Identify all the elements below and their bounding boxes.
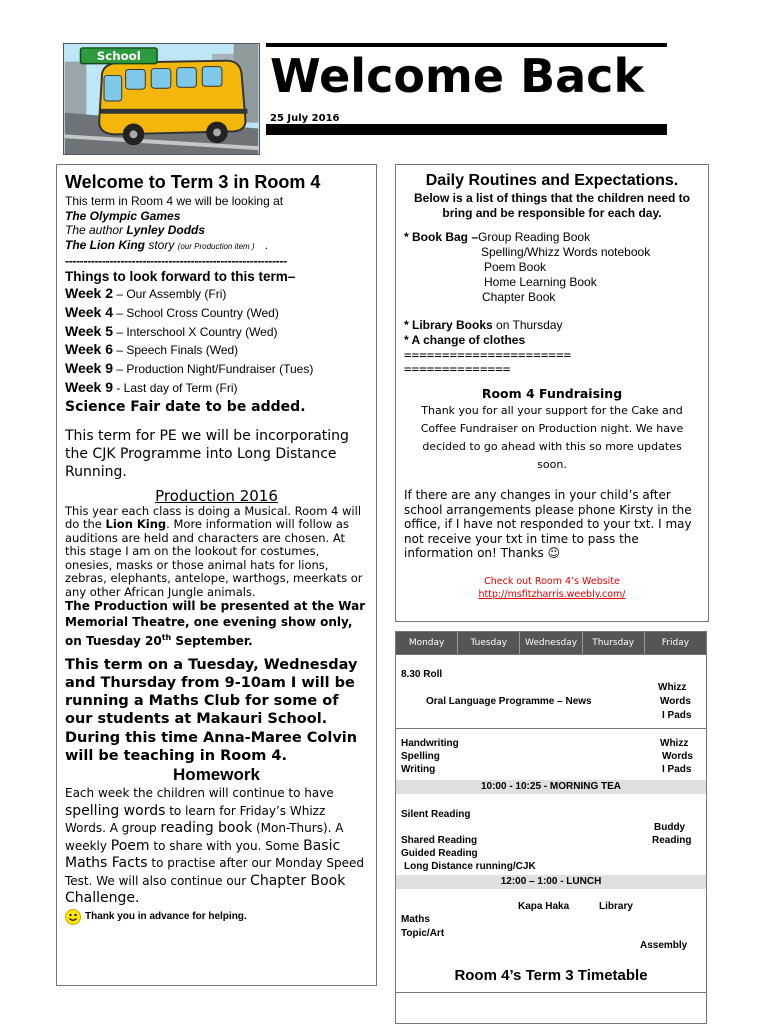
- author-name: Lynley Dodds: [126, 223, 206, 237]
- lion-king-title: The Lion King: [65, 237, 145, 252]
- tt-buddy: Buddy: [654, 822, 686, 833]
- website-block: [404, 575, 700, 601]
- thanks-text: Thank you in advance for helping.: [85, 910, 247, 922]
- tt-lunch: 12:00 – 1:00 - LUNCH: [396, 875, 706, 889]
- page-title: Welcome Back: [270, 49, 645, 103]
- production-note: (our Production item ): [177, 241, 255, 251]
- dashed-divider: ------------------------------------------------------------: [65, 254, 287, 268]
- routines-heading: Daily Routines and Expectations.: [425, 172, 679, 189]
- tt-roll: 8.30 Roll: [401, 669, 443, 680]
- tt-guided-reading: Guided Reading: [401, 848, 478, 859]
- tt-topic-art: Topic/Art: [401, 928, 445, 939]
- tt-writing: Writing: [401, 764, 436, 775]
- author-label: The author: [65, 223, 127, 237]
- tt-whizz: Whizz: [658, 682, 687, 693]
- production-paragraph: This year each class is doing a Musical. Room 4 will do the Lion King. More information will follow as auditions are held and characters are chosen. At this stage I am on the lookout for costumes, onesies, masks or those animal hats for lions, zebras, elephants, antelope, warthogs, meerkats or any other African Jungle animals.: [65, 503, 363, 599]
- tt-ipads-2: I Pads: [662, 764, 692, 775]
- tt-words: Words: [660, 696, 691, 707]
- week-item: Week 9 - Last day of Term (Fri): [65, 378, 238, 395]
- tt-assembly: Assembly: [640, 940, 688, 951]
- tt-silent-reading: Silent Reading: [401, 809, 471, 820]
- tt-oral-language: Oral Language Programme – News: [426, 696, 592, 707]
- day-monday: Monday: [396, 632, 458, 654]
- list-item: Poem Book: [484, 260, 547, 274]
- list-item: Chapter Book: [482, 290, 556, 304]
- science-fair-note: Science Fair date to be added.: [65, 398, 306, 415]
- fundraising-heading: Room 4 Fundraising: [481, 386, 623, 401]
- tt-long-distance: Long Distance running/CJK: [404, 861, 536, 872]
- tt-buddy-reading: Reading: [652, 835, 692, 846]
- week-item: Week 4 – School Cross Country (Wed): [65, 303, 279, 320]
- things-heading: Things to look forward to this term–: [65, 269, 296, 284]
- daily-routines-box: [395, 164, 709, 622]
- timetable: [395, 631, 707, 1024]
- pe-paragraph: This term for PE we will be incorporating the CJK Programme into Long Distance Running.: [65, 427, 349, 480]
- left-column: [56, 164, 377, 986]
- day-friday: Friday: [645, 632, 706, 654]
- day-wednesday: Wednesday: [520, 632, 582, 654]
- equals-divider-2: ==============: [404, 362, 511, 376]
- tt-maths: Maths: [401, 914, 430, 925]
- tt-kapa-haka: Kapa Haka: [518, 901, 570, 912]
- intro-text: This term in Room 4 we will be looking at: [65, 194, 284, 208]
- change-of-clothes: * A change of clothes: [404, 333, 526, 347]
- week-item: Week 5 – Interschool X Country (Wed): [65, 322, 278, 339]
- changes-paragraph: If there are any changes in your child’s after school arrangements please phone Kirsty in the office, if I have not responded to your txt. I may not receive your txt in time to pass the information on! Thanks ☺: [404, 488, 692, 561]
- production-heading: Production 2016: [155, 486, 278, 505]
- smiley-icon: [65, 909, 81, 925]
- school-bus-logo: [63, 43, 260, 155]
- website-label: Check out Room 4’s Website: [484, 575, 620, 587]
- week-item: Week 2 – Our Assembly (Fri): [65, 285, 227, 301]
- tt-spelling: Spelling: [401, 751, 440, 762]
- homework-heading: Homework: [173, 765, 260, 784]
- header-rule-bottom: [266, 124, 667, 135]
- tt-library: Library: [599, 901, 633, 912]
- welcome-heading: Welcome to Term 3 in Room 4: [65, 172, 321, 192]
- website-link[interactable]: http://msfitzharris.weebly.com/: [478, 588, 626, 600]
- homework-paragraph: Each week the children will continue to have spelling words to learn for Friday’s Whizz Words. A group reading book (Mon-Thurs). A weekly Poem to share with you. Some Basic Maths Facts to practise after our Monday Speed Test. We will also continue our Chapter Book Challenge.: [65, 786, 364, 906]
- equals-divider: ======================: [404, 348, 572, 362]
- header-rule-top: [266, 43, 667, 47]
- lion-king-dot: .: [264, 237, 268, 252]
- book-bag-list: [404, 230, 700, 305]
- logo-text: School: [96, 49, 141, 64]
- tt-morning-tea: 10:00 - 10:25 - MORNING TEA: [396, 780, 706, 794]
- timetable-title: Room 4’s Term 3 Timetable: [454, 967, 648, 984]
- list-item: Spelling/Whizz Words notebook: [481, 245, 651, 259]
- week-item: Week 6 – Speech Finals (Wed): [65, 341, 239, 358]
- school-bus-icon: [64, 44, 259, 154]
- newsletter-date: 25 July 2016: [270, 113, 340, 124]
- thanks-line: [65, 908, 368, 926]
- tt-shared-reading: Shared Reading: [401, 835, 478, 846]
- production-date-paragraph: The Production will be presented at the War Memorial Theatre, one evening show only, on Tuesday 20th September.: [65, 599, 366, 649]
- topic-olympics: The Olympic Games: [65, 208, 181, 223]
- list-item: Group Reading Book: [478, 230, 591, 244]
- tt-whizz-2: Whizz: [660, 738, 689, 749]
- day-tuesday: Tuesday: [458, 632, 520, 654]
- book-bag-label: * Book Bag –: [404, 230, 479, 244]
- list-item: Home Learning Book: [484, 275, 597, 289]
- lion-king-story: story: [145, 237, 178, 252]
- tt-words-2: Words: [662, 751, 693, 762]
- tt-handwriting: Handwriting: [401, 738, 459, 749]
- week-item: Week 9 – Production Night/Fundraiser (Tues): [65, 360, 314, 377]
- routines-subheading: Below is a list of things that the children need to bring and be responsible for each day.: [413, 191, 691, 220]
- weeks-list: [65, 285, 368, 398]
- tt-ipads: I Pads: [662, 710, 692, 721]
- fundraising-text: Thank you for all your support for the Cake and Coffee Fundraiser on Production night. We have decided to go ahead with this so more updates soon.: [420, 404, 684, 471]
- library-books-line: * Library Books on Thursday: [404, 318, 563, 332]
- timetable-header: [396, 632, 706, 654]
- maths-club-paragraph: This term on a Tuesday, Wednesday and Thursday from 9-10am I will be running a Maths Club for some of our students at Makauri School. During this time Anna-Maree Colvin will be teaching in Room 4.: [65, 656, 358, 764]
- day-thursday: Thursday: [583, 632, 645, 654]
